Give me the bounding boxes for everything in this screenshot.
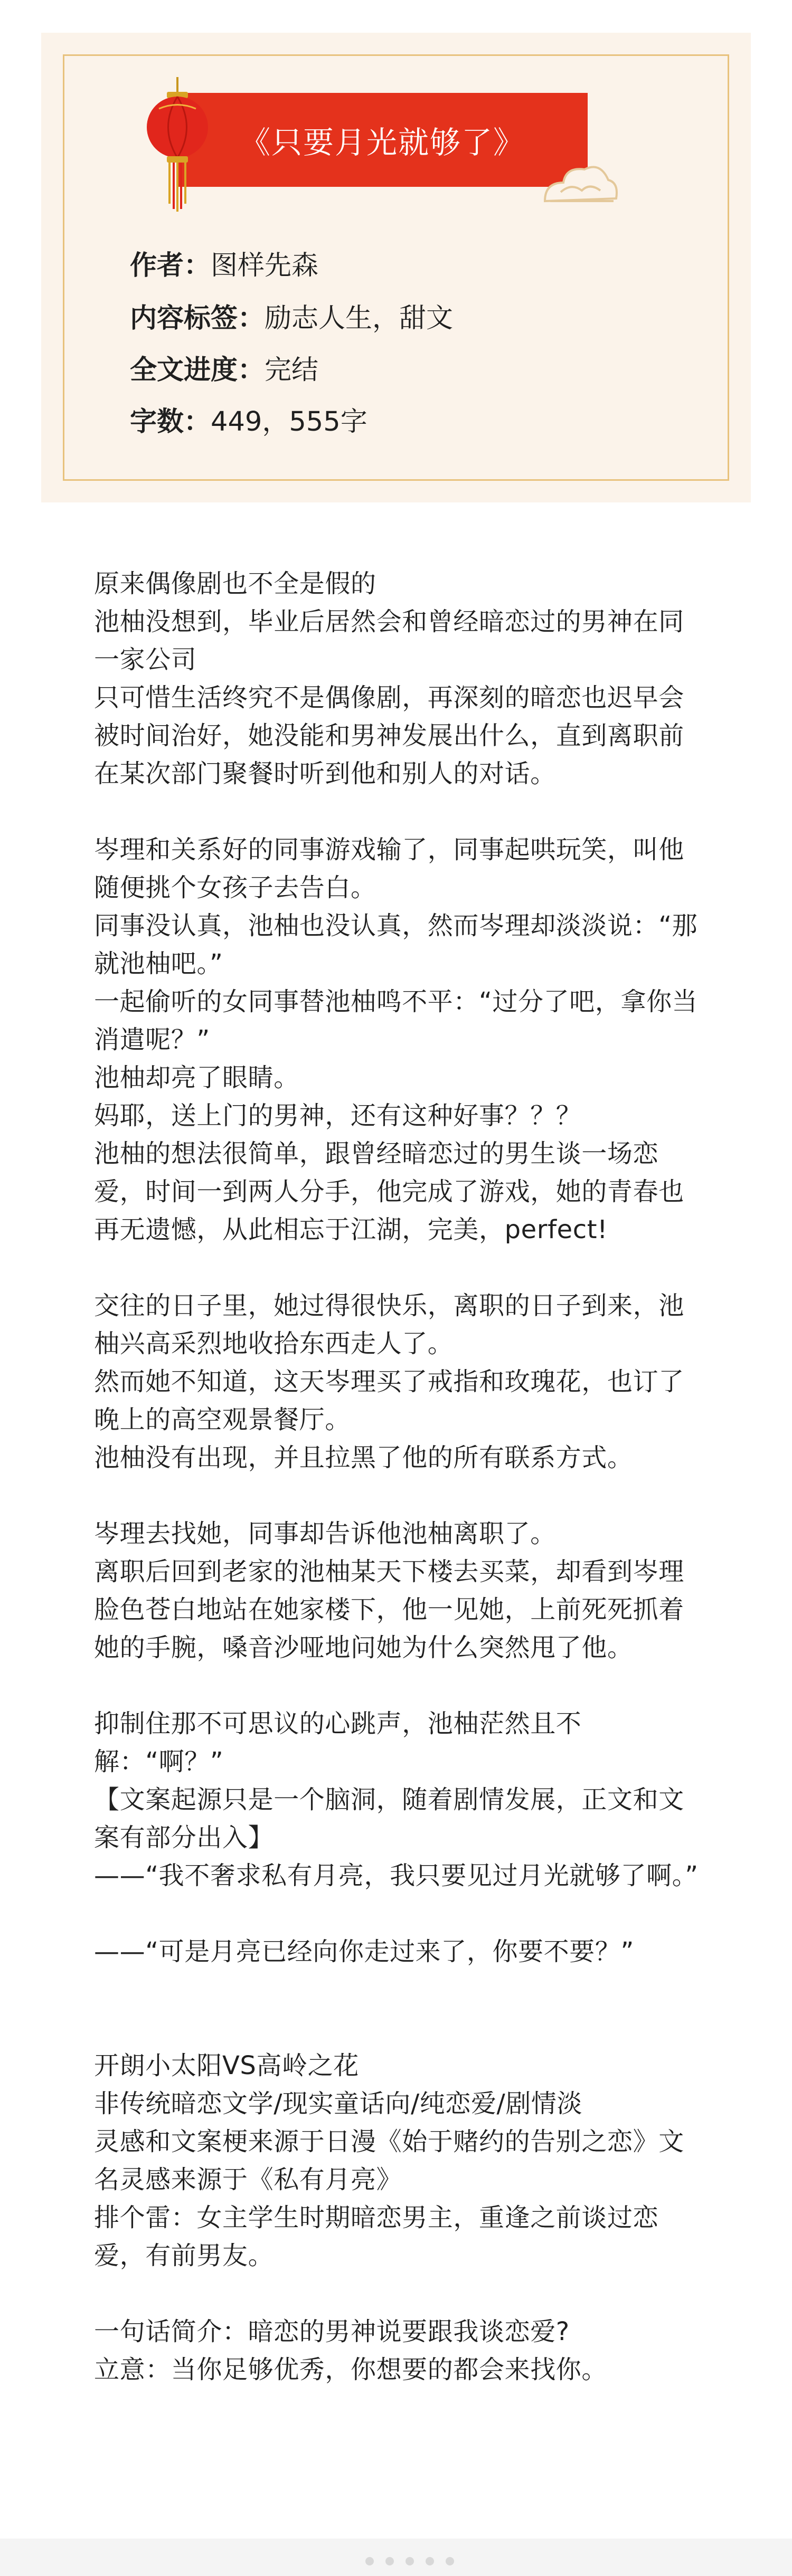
- progress-label: 全文进度：: [130, 355, 265, 386]
- paragraph: 池柚却亮了眼睛。: [94, 1063, 299, 1092]
- paragraph: 立意：当你足够优秀，你想要的都会来找你。: [94, 2355, 608, 2384]
- page-dot: [406, 2557, 414, 2565]
- paragraph: 妈耶，送上门的男神，还有这种好事？？？: [94, 1101, 582, 1130]
- tags-label: 内容标签：: [130, 303, 265, 334]
- word-count-value: 449，555字: [211, 406, 367, 438]
- paragraph: 池柚的想法很简单，跟曾经暗恋过的男生谈一场恋爱，时间一到两人分手，他完成了游戏，她的青春也再无遗憾，从此相忘于江湖，完美，perfect!: [94, 1139, 684, 1244]
- paragraph: 交往的日子里，她过得很快乐，离职的日子到来，池柚兴高采烈地收拾东西走人了。: [94, 1291, 684, 1358]
- paragraph: ——“可是月亮已经向你走过来了，你要不要？”: [94, 1937, 634, 1966]
- author-row: [130, 250, 318, 282]
- paragraph: 抑制住那不可思议的心跳声，池柚茫然且不解：“啊？”: [94, 1709, 582, 1776]
- paragraph: 一句话简介：暗恋的男神说要跟我谈恋爱?: [94, 2317, 570, 2346]
- author-label: 作者：: [130, 250, 211, 281]
- book-title: 《只要月光就够了》: [239, 125, 525, 160]
- title-banner: [177, 93, 588, 187]
- lantern-icon: [143, 77, 212, 214]
- page-dot: [446, 2557, 454, 2565]
- paragraph: 同事没认真，池柚也没认真，然而岑理却淡淡说：“那就池柚吧。”: [94, 911, 698, 978]
- tags-value: 励志人生，甜文: [265, 303, 454, 334]
- author-value: 图样先森: [211, 250, 319, 281]
- page-dot: [385, 2557, 394, 2565]
- word-count-label: 字数：: [130, 406, 211, 438]
- paragraph: 只可惜生活终究不是偶像剧，再深刻的暗恋也迟早会被时间治好，她没能和男神发展出什么，直到离职前在某次部门聚餐时听到他和别人的对话。: [94, 683, 684, 788]
- progress-value: 完结: [265, 355, 319, 386]
- info-card: [41, 33, 751, 502]
- page-indicator: [365, 2557, 454, 2565]
- paragraph: 池柚没有出现，并且拉黑了他的所有联系方式。: [94, 1443, 633, 1472]
- word-count-row: [130, 406, 367, 438]
- paragraph: 排个雷：女主学生时期暗恋男主，重逢之前谈过恋爱，有前男友。: [94, 2203, 659, 2270]
- page-dot: [365, 2557, 374, 2565]
- paragraph: 【文案起源只是一个脑洞，随着剧情发展，正文和文案有部分出入】: [94, 1785, 684, 1852]
- paragraph: 然而她不知道，这天岑理买了戒指和玫瑰花，也订了晚上的高空观景餐厅。: [94, 1367, 684, 1434]
- paragraph: 岑理和关系好的同事游戏输了，同事起哄玩笑，叫他随便挑个女孩子去告白。: [94, 835, 684, 902]
- paragraph: 一起偷听的女同事替池柚鸣不平：“过分了吧，拿你当消遣呢？”: [94, 987, 698, 1054]
- paragraph: ——“我不奢求私有月亮，我只要见过月光就够了啊。”: [94, 1861, 699, 1890]
- progress-row: [130, 355, 318, 386]
- cloud-ornament-icon: [540, 151, 619, 209]
- paragraph: 灵感和文案梗来源于日漫《始于赌约的告别之恋》文名灵感来源于《私有月亮》: [94, 2127, 684, 2194]
- paragraph: 开朗小太阳VS高岭之花: [94, 2051, 359, 2080]
- paragraph: 原来偶像剧也不全是假的: [94, 569, 376, 598]
- paragraph: 池柚没想到，毕业后居然会和曾经暗恋过的男神在同一家公司: [94, 607, 684, 674]
- paragraph: 岑理去找她，同事却告诉他池柚离职了。: [94, 1519, 556, 1548]
- paragraph: 非传统暗恋文学/现实童话向/纯恋爱/剧情淡: [94, 2089, 583, 2118]
- info-card-border: [63, 54, 729, 481]
- paragraph: 离职后回到老家的池柚某天下楼去买菜，却看到岑理脸色苍白地站在她家楼下，他一见她，上前死死抓着她的手腕，嗓音沙哑地问她为什么突然甩了他。: [94, 1557, 684, 1662]
- page-dot: [426, 2557, 434, 2565]
- tags-row: [130, 303, 453, 335]
